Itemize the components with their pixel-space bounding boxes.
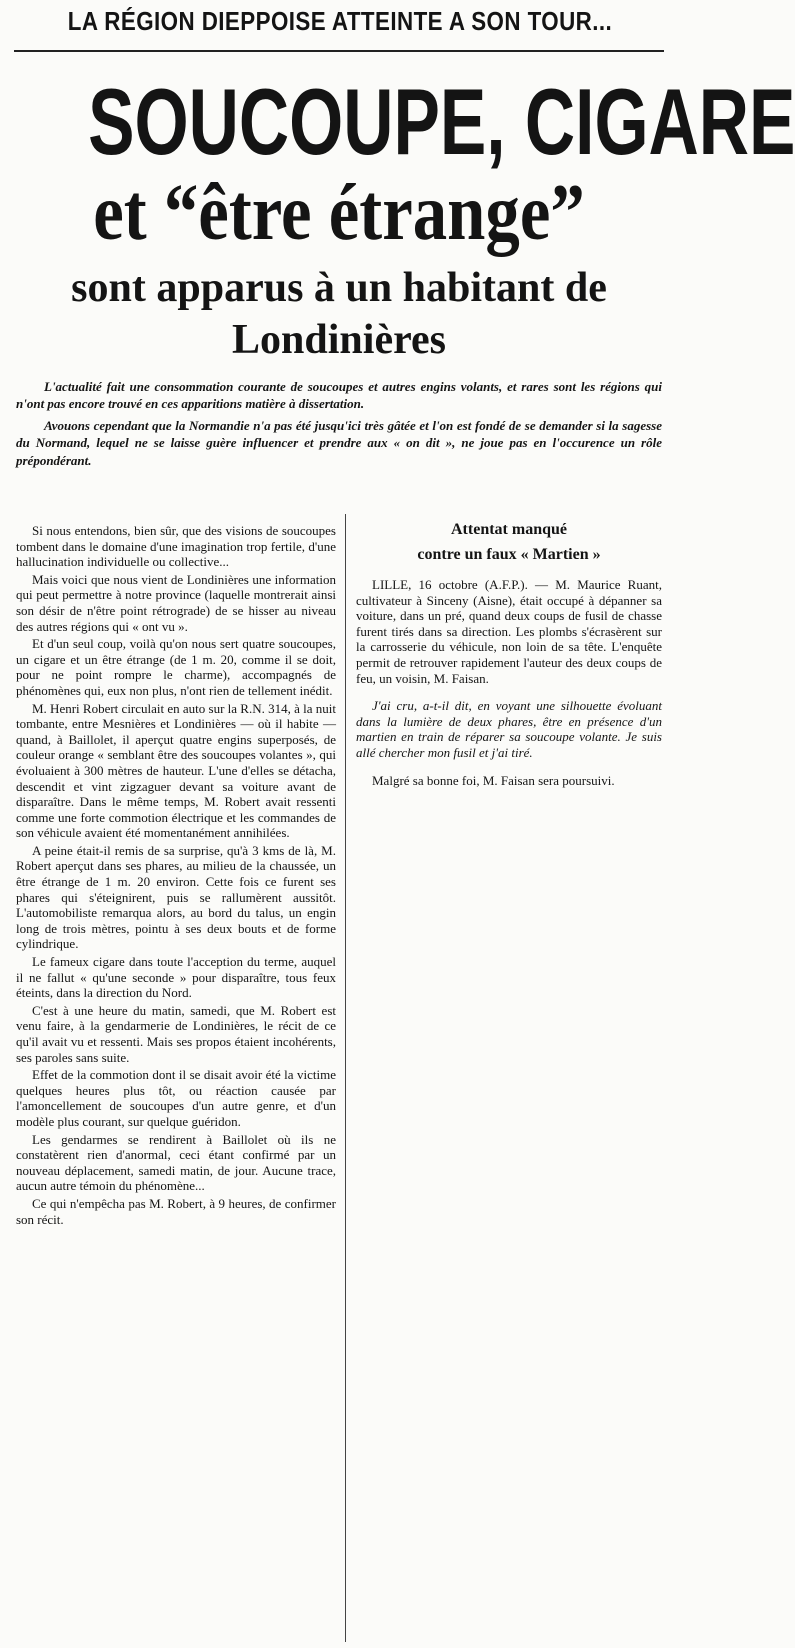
- intro-paragraph: L'actualité fait une consommation courante de soucoupes et autres engins volants, et rares sont les régions qui n'ont pas encore trouvé en ces apparitions matière à dissertation.: [16, 379, 662, 412]
- body-paragraph: Et d'un seul coup, voilà qu'on nous sert quatre soucoupes, un cigare et un être étrange (de 1 m. 20, comme il se doit, pour ne point rompre le charme), accompagnés de phénomènes qui, eux non plus, n'ont rien de tellement inédit.: [16, 636, 336, 698]
- subheadline: sont apparus à un habitant de Londinières: [71, 265, 607, 363]
- body-paragraph: A peine était-il remis de sa surprise, qu'à 3 kms de là, M. Robert aperçut dans ses phares, au milieu de la chaussée, un être étrange de 1 m. 20 environ. Cette fois ce furent ses phares qui s'éteignirent, puis se rallumèrent aussitôt. L'automobiliste remarqua alors, au bord du talus, un engin long de trois mètres, pointu à ses deux bouts et de forme cylindrique.: [16, 842, 336, 952]
- body-paragraph: Si nous entendons, bien sûr, que des visions de soucoupes tombent dans le domaine d'une imagination trop fertile, d'une hallucination individuelle ou collective...: [16, 523, 336, 570]
- headline-line-1: SOUCOUPE, CIGARE: [88, 69, 795, 174]
- article-intro: [16, 378, 662, 473]
- sidebar-closing: Malgré sa bonne foi, M. Faisan sera poursuivi.: [372, 772, 615, 788]
- body-paragraph: Mais voici que nous vient de Londinières une information qui peut permettre à notre province (laquelle montrerait ainsi son désir de n'être point rétrograde) de se hisser au niveau des autres régions qui « ont vu ».: [16, 571, 336, 634]
- column-divider: [345, 514, 346, 1642]
- body-paragraph: Le fameux cigare dans toute l'acception du terme, auquel il ne fallut « qu'une seconde » pour disparaître, tous feux éteints, dans la direction du Nord.: [16, 954, 336, 1001]
- body-paragraph: Effet de la commotion dont il se disait avoir été la victime quelques heures plus tôt, ou réaction causée par l'amoncellement de soucoupes d'un autre genre, et d'un modèle plus courant, sur quelque guéridon.: [16, 1067, 336, 1129]
- intro-paragraph: Avouons cependant que la Normandie n'a pas été jusqu'ici très gâtée et l'on est fondé de se demander si la sagesse du Normand, lequel ne se laisse guère influencer et prendre aux « on dit », ne joue pas en l'occurence un rôle prépondérant.: [16, 417, 662, 468]
- body-paragraph: Ce qui n'empêcha pas M. Robert, à 9 heures, de confirmer son récit.: [16, 1195, 336, 1227]
- body-paragraph: C'est à une heure du matin, samedi, que M. Robert est venu faire, à la gendarmerie de Londinières, le récit de ce qu'il avait vu et ressenti. Mais ses propos étaient incohérents, ses paroles sans suite.: [16, 1002, 336, 1065]
- sidebar-quote: J'ai cru, a-t-il dit, en voyant une silhouette évoluant dans la lumière de deux phares, être en présence d'un martien en train de réparer sa soucoupe volante. Je suis allé chercher mon fusil et j'ai tiré.: [356, 698, 662, 760]
- main-story-column: [16, 523, 336, 1229]
- headline-line-2: et “être étrange”: [93, 169, 585, 257]
- body-paragraph: Les gendarmes se rendirent à Baillolet où ils ne constatèrent rien d'anormal, ceci étant confirmé par un nouveau déplacement, samedi matin, de jour. Aucune trace, aucun autre témoin du phénomène...: [16, 1131, 336, 1194]
- sidebar-title-line-2: contre un faux « Martien »: [417, 546, 601, 563]
- top-rule: [14, 50, 664, 52]
- kicker-headline: LA RÉGION DIEPPOISE ATTEINTE A SON TOUR...: [67, 6, 613, 36]
- sidebar-title-line-1: Attentat manqué: [451, 521, 567, 538]
- sidebar-lead: LILLE, 16 octobre (A.F.P.). — M. Maurice Ruant, cultivateur à Sinceny (Aisne), était occupé à dépanner sa voiture, dans un pré, quand deux coups de fusil de chasse furent tirés dans sa direction. Les plombs s'écrasèrent sur la carrosserie du véhicule, non loin de sa tête. L'enquête permit de retrouver rapidement l'auteur des deux coups de feu, un voisin, M. Faisan.: [356, 577, 662, 686]
- sidebar-story: [356, 517, 662, 788]
- body-paragraph: M. Henri Robert circulait en auto sur la R.N. 314, à la nuit tombante, entre Mesnières et Londinières — où il habite — quand, à Baillolet, il aperçut quatre engins superposés, de couleur orange « semblant être des soucoupes volantes », qui évoluaient à 300 mètres de hauteur. L'une d'elles se détacha, descendit et vint zigzaguer devant sa voiture avant de disparaître. Dans le même temps, M. Robert avait ressenti comme une forte commotion électrique et les commandes de son véhicule avaient été momentanément annihilées.: [16, 700, 336, 841]
